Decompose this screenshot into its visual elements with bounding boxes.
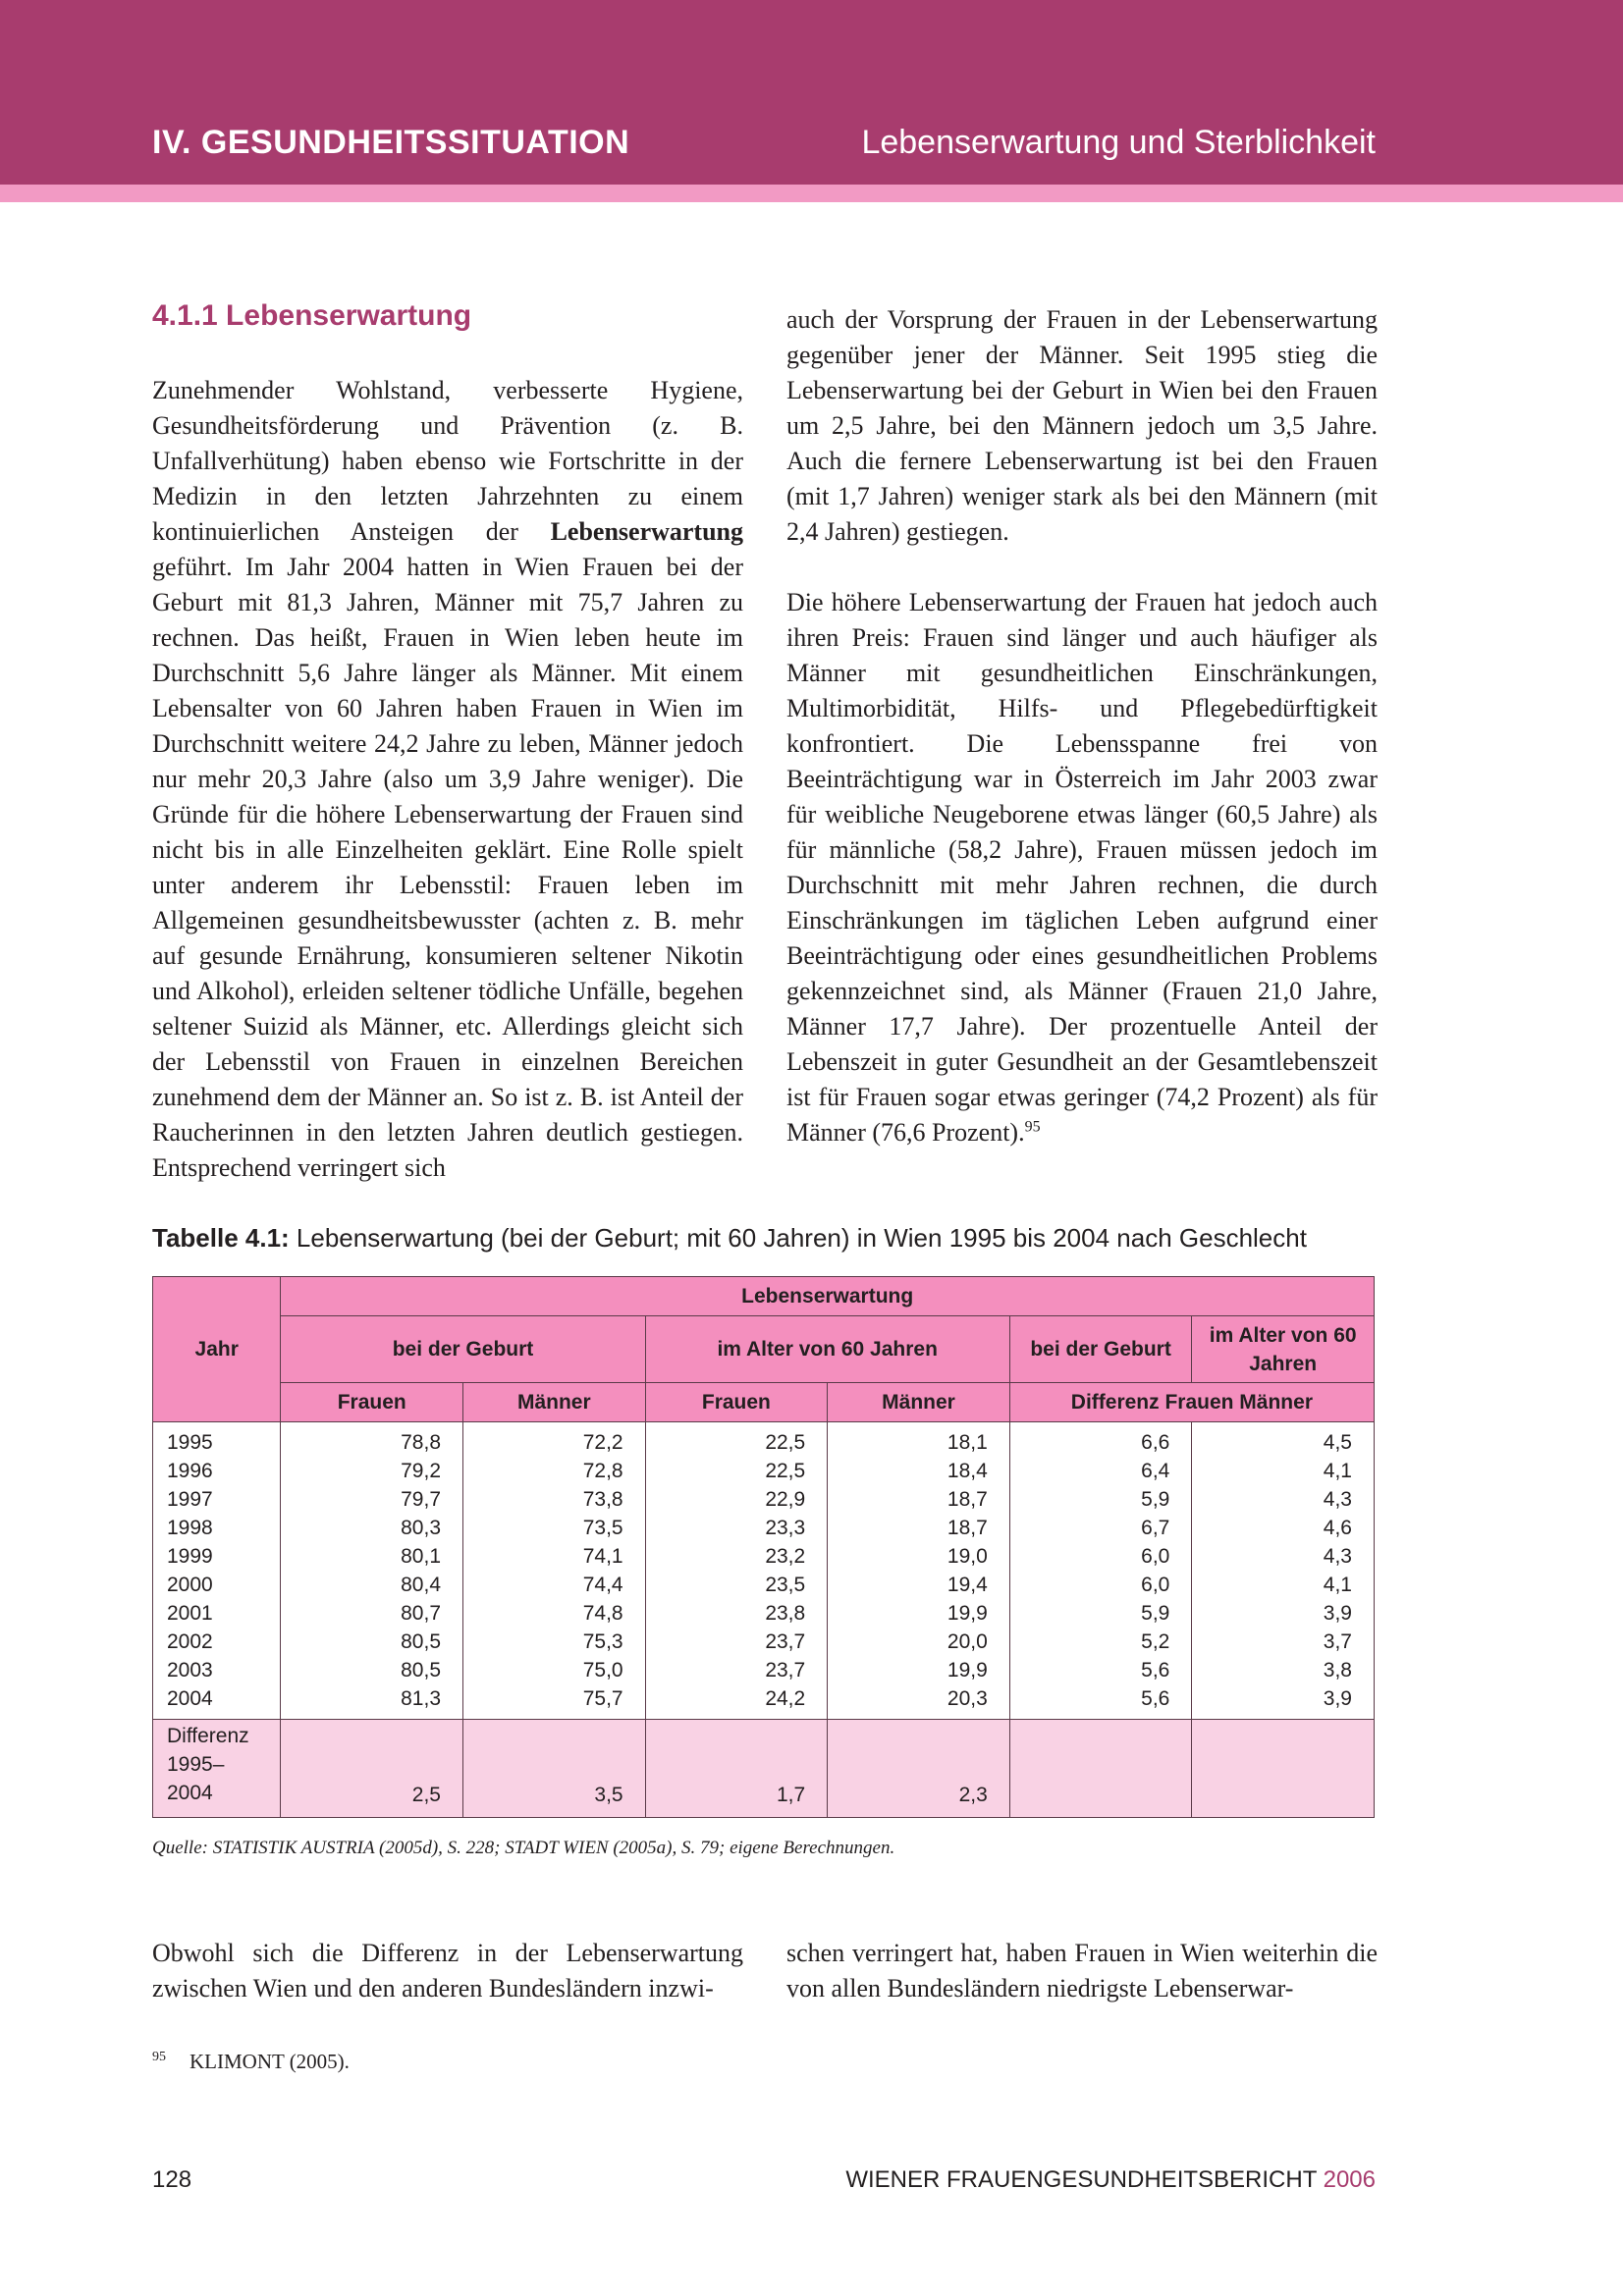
value-cell: 74,8 (463, 1599, 646, 1628)
footnote-reference[interactable]: 95 (1024, 1118, 1041, 1136)
value-cell: 19,9 (828, 1656, 1010, 1684)
footer-title: WIENER FRAUENGESUNDHEITSBERICHT 2006 (845, 2166, 1376, 2193)
value-cell: 20,0 (828, 1628, 1010, 1656)
bottom-right-text: schen verringert hat, haben Frauen in Wien weiterhin die von allen Bundesländern niedrigste Lebenserwar- (786, 1939, 1378, 2002)
year-cell: 1998 (153, 1514, 281, 1542)
value-cell: 80,7 (281, 1599, 463, 1628)
year-cell: 2003 (153, 1656, 281, 1684)
value-cell: 19,9 (828, 1599, 1010, 1628)
value-cell: 6,6 (1009, 1422, 1192, 1458)
table-row (153, 1485, 1375, 1514)
value-cell: 75,7 (463, 1684, 646, 1720)
bold-term: Lebenserwartung (550, 517, 743, 546)
year-cell: 1996 (153, 1457, 281, 1485)
header-diff-at-birth: bei der Geburt (1009, 1316, 1192, 1383)
value-cell: 19,0 (828, 1542, 1010, 1571)
header-at-birth: bei der Geburt (281, 1316, 645, 1383)
value-cell: 81,3 (281, 1684, 463, 1720)
table-row (153, 1542, 1375, 1571)
value-cell: 4,3 (1192, 1542, 1375, 1571)
value-cell: 3,8 (1192, 1656, 1375, 1684)
value-cell: 79,7 (281, 1485, 463, 1514)
footnote-number: 95 (152, 2050, 166, 2064)
value-cell: 4,1 (1192, 1571, 1375, 1599)
table-row (153, 1656, 1375, 1684)
value-cell: 73,8 (463, 1485, 646, 1514)
value-cell: 80,5 (281, 1656, 463, 1684)
subheader-difference: Differenz Frauen Männer (1009, 1383, 1374, 1422)
value-cell: 72,8 (463, 1457, 646, 1485)
subheader-women: Frauen (645, 1383, 828, 1422)
right-paragraph-2: Die höhere Lebenserwartung der Frauen hat jedoch auch ihren Preis: Frauen sind länger und auch häufiger als Männer mit gesundheitlichen Einschränkungen, Multimorbidität, Hilfs- und Pflegebedürftigkeit konfrontiert. Die Lebensspanne frei von Beeinträchtigung war in Österreich im Jahr 2003 zwar für weibliche Neugeborene etwas länger (60,5 Jahre) als für männliche (58,2 Jahre), Frauen müssen jedoch im Durchschnitt mit mehr Jahren rechnen, die durch Einschränkungen im täglichen Leben aufgrund einer Beeinträchtigung oder eines gesundheitlichen Problems gekennzeichnet sind, als Männer (Frauen 21,0 Jahre, Männer 17,7 Jahre). Der prozentuelle Anteil der Lebenszeit in guter Gesundheit an der Gesamtlebenszeit ist für Frauen sogar etwas geringer (74,2 Prozent) als für Männer (76,6 Prozent).$^{95}$ (786, 588, 1378, 1147)
year-cell: 2001 (153, 1599, 281, 1628)
difference-value (1009, 1720, 1192, 1818)
value-cell: 5,9 (1009, 1599, 1192, 1628)
value-cell: 80,4 (281, 1571, 463, 1599)
year-cell: 2000 (153, 1571, 281, 1599)
value-cell: 6,0 (1009, 1571, 1192, 1599)
table-row (153, 1571, 1375, 1599)
header-year: Jahr (153, 1277, 281, 1422)
value-cell: 74,1 (463, 1542, 646, 1571)
value-cell: 18,1 (828, 1422, 1010, 1458)
value-cell: 22,5 (645, 1422, 828, 1458)
value-cell: 22,9 (645, 1485, 828, 1514)
value-cell: 18,7 (828, 1485, 1010, 1514)
bottom-left-text: Obwohl sich die Differenz in der Lebenserwartung zwischen Wien und den anderen Bundesländern inzwi- (152, 1939, 743, 2002)
difference-value: 2,5 (281, 1720, 463, 1818)
value-cell: 20,3 (828, 1684, 1010, 1720)
value-cell: 80,1 (281, 1542, 463, 1571)
table-row (153, 1628, 1375, 1656)
value-cell: 5,9 (1009, 1485, 1192, 1514)
value-cell: 4,1 (1192, 1457, 1375, 1485)
year-cell: 2004 (153, 1684, 281, 1720)
value-cell: 5,6 (1009, 1656, 1192, 1684)
difference-label: Differenz 1995–2004 (153, 1720, 281, 1818)
value-cell: 3,9 (1192, 1684, 1375, 1720)
value-cell: 23,8 (645, 1599, 828, 1628)
value-cell: 23,3 (645, 1514, 828, 1542)
header-diff-at-60: im Alter von 60 Jahren (1192, 1316, 1375, 1383)
section-heading: 4.1.1 Lebenserwartung (152, 299, 472, 332)
life-expectancy-table (152, 1276, 1375, 1818)
table-caption (152, 1223, 1307, 1254)
value-cell: 18,7 (828, 1514, 1010, 1542)
table-source: Quelle: STATISTIK AUSTRIA (2005d), S. 228; STADT WIEN (2005a), S. 79; eigene Berechnungen. (152, 1838, 895, 1858)
value-cell: 75,0 (463, 1656, 646, 1684)
value-cell: 4,5 (1192, 1422, 1375, 1458)
table-caption-text: Lebenserwartung (bei der Geburt; mit 60 Jahren) in Wien 1995 bis 2004 nach Geschlecht (289, 1223, 1307, 1253)
value-cell: 23,7 (645, 1656, 828, 1684)
footnote-text: KLIMONT (2005). (189, 2050, 350, 2073)
value-cell: 18,4 (828, 1457, 1010, 1485)
value-cell: 80,5 (281, 1628, 463, 1656)
header-accent-strip (0, 185, 1623, 202)
value-cell: 4,3 (1192, 1485, 1375, 1514)
value-cell: 79,2 (281, 1457, 463, 1485)
section-running-title: Lebenserwartung und Sterblichkeit (861, 124, 1376, 161)
chapter-title: IV. GESUNDHEITSSITUATION (152, 124, 630, 161)
value-cell: 75,3 (463, 1628, 646, 1656)
difference-value: 2,3 (828, 1720, 1010, 1818)
subheader-men: Männer (828, 1383, 1010, 1422)
value-cell: 6,4 (1009, 1457, 1192, 1485)
difference-value: 1,7 (645, 1720, 828, 1818)
value-cell: 74,4 (463, 1571, 646, 1599)
value-cell: 4,6 (1192, 1514, 1375, 1542)
difference-value (1192, 1720, 1375, 1818)
footer-year: 2006 (1323, 2166, 1376, 2193)
value-cell: 5,2 (1009, 1628, 1192, 1656)
value-cell: 6,0 (1009, 1542, 1192, 1571)
subheader-men: Männer (463, 1383, 646, 1422)
page-number: 128 (152, 2166, 192, 2193)
table-caption-label: Tabelle 4.1: (152, 1223, 290, 1253)
value-cell: 23,7 (645, 1628, 828, 1656)
subheader-women: Frauen (281, 1383, 463, 1422)
right-text-column (786, 302, 1378, 1150)
difference-value: 3,5 (463, 1720, 646, 1818)
year-cell: 2002 (153, 1628, 281, 1656)
value-cell: 24,2 (645, 1684, 828, 1720)
value-cell: 80,3 (281, 1514, 463, 1542)
value-cell: 72,2 (463, 1422, 646, 1458)
year-cell: 1997 (153, 1485, 281, 1514)
value-cell: 23,5 (645, 1571, 828, 1599)
difference-row (153, 1720, 1375, 1818)
value-cell: 22,5 (645, 1457, 828, 1485)
value-cell: 19,4 (828, 1571, 1010, 1599)
value-cell: 5,6 (1009, 1684, 1192, 1720)
value-cell: 78,8 (281, 1422, 463, 1458)
table-row (153, 1422, 1375, 1458)
table-row (153, 1457, 1375, 1485)
year-cell: 1995 (153, 1422, 281, 1458)
table-row (153, 1514, 1375, 1542)
value-cell: 3,7 (1192, 1628, 1375, 1656)
header-life-expectancy: Lebenserwartung (281, 1277, 1375, 1316)
header-at-60: im Alter von 60 Jahren (645, 1316, 1009, 1383)
right-paragraph-1: auch der Vorsprung der Frauen in der Lebenserwartung gegenüber jener der Männer. Seit 1995 stieg die Lebenserwartung bei der Geburt in Wien bei den Frauen um 2,5 Jahre, bei den Männern jedoch um 3,5 Jahre. Auch die fernere Lebenserwartung ist bei den Frauen (mit 1,7 Jahren) weniger stark als bei den Männern (mit 2,4 Jahren) gestiegen. (786, 305, 1378, 546)
left-text-column (152, 373, 743, 1186)
value-cell: 6,7 (1009, 1514, 1192, 1542)
table-row (153, 1599, 1375, 1628)
year-cell: 1999 (153, 1542, 281, 1571)
value-cell: 3,9 (1192, 1599, 1375, 1628)
value-cell: 73,5 (463, 1514, 646, 1542)
footnote (152, 2050, 350, 2074)
table-row (153, 1684, 1375, 1720)
left-paragraph: Zunehmender Wohlstand, verbesserte Hygiene, Gesundheitsförderung und Prävention (z. B. Unfallverhütung) haben ebenso wie Fortschritte in der Medizin in den letzten Jahrzehnten zu einem kontinuierlichen Ansteigen der Lebenserwartung geführt. Im Jahr 2004 hatten in Wien Frauen bei der Geburt mit 81,3 Jahren, Männer mit 75,7 Jahren zu rechnen. Das heißt, Frauen in Wien leben heute im Durchschnitt 5,6 Jahre länger als Männer. Mit einem Lebensalter von 60 Jahren haben Frauen in Wien im Durchschnitt weitere 24,2 Jahre zu leben, Männer jedoch nur mehr 20,3 Jahre (also um 3,9 Jahre weniger). Die Gründe für die höhere Lebenserwartung der Frauen sind nicht bis in alle Einzelheiten geklärt. Eine Rolle spielt unter anderem ihr Lebensstil: Frauen leben im Allgemeinen gesundheitsbewusster (achten z. B. mehr auf gesunde Ernährung, konsumieren seltener Nikotin und Alkohol), erleiden seltener tödliche Unfälle, begehen seltener Suizid als Männer, etc. Allerdings gleicht sich der Lebensstil von Frauen in einzelnen Bereichen zunehmend dem der Männer an. So ist z. B. ist Anteil der Raucherinnen in den letzten Jahren deutlich gestiegen. Entsprechend verringert sich (152, 376, 743, 1182)
value-cell: 23,2 (645, 1542, 828, 1571)
